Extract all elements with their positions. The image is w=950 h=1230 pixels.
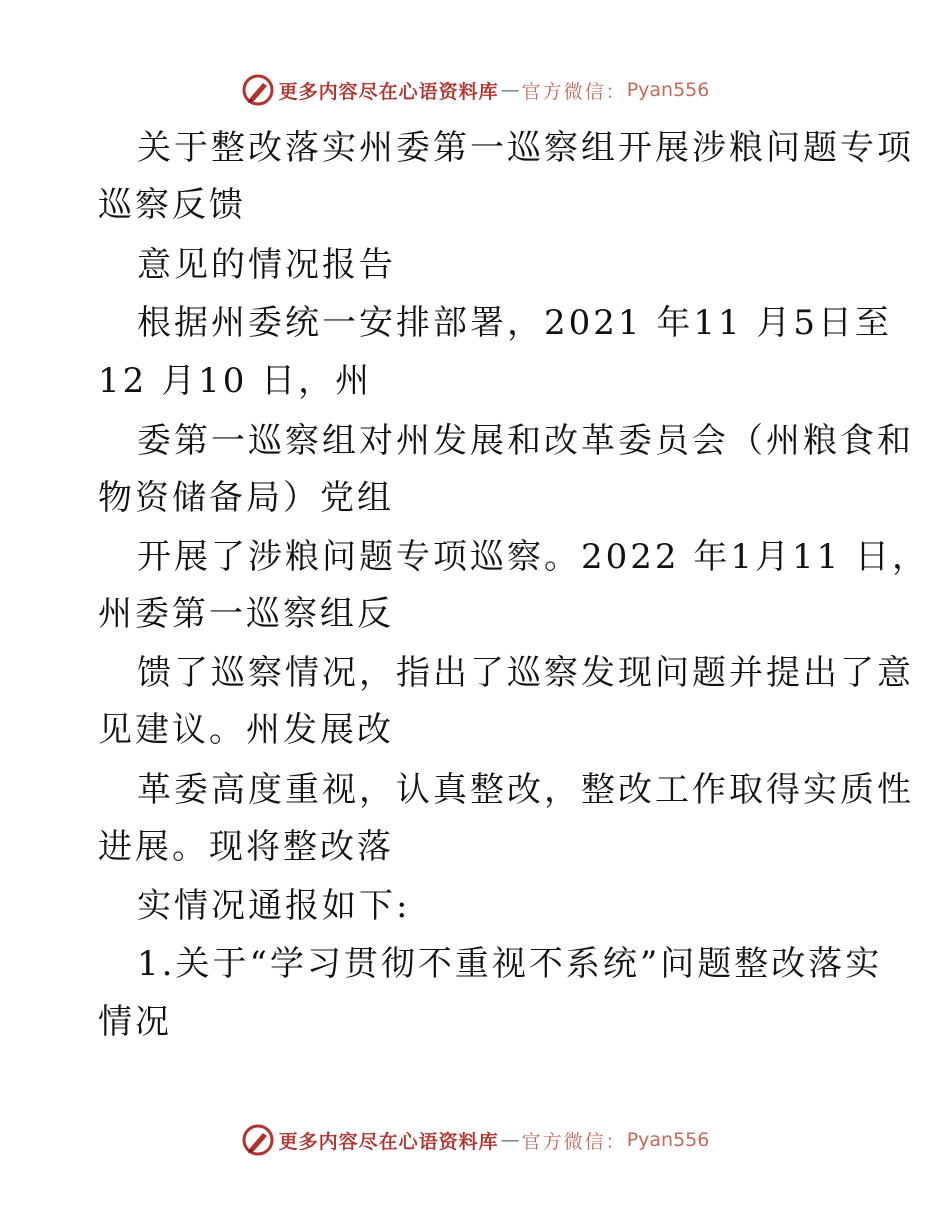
watermark-wechat-label: 官方微信： xyxy=(521,80,627,103)
paragraph-line: 州委第一巡察组反 xyxy=(98,594,394,634)
watermark-wechat-id: Pyan556 xyxy=(626,79,710,101)
title-line-1: 关于整改落实州委第一巡察组开展涉粮问题专项 xyxy=(137,128,914,168)
paragraph-line: 进展。现将整改落 xyxy=(98,827,394,867)
paragraph-line: 革委高度重视，认真整改，整改工作取得实质性 xyxy=(137,770,914,810)
watermark-wechat-label: 官方微信： xyxy=(521,1130,627,1153)
watermark-separator: — xyxy=(500,1129,520,1151)
paragraph-line: 开展了涉粮问题专项巡察。2022 年1月11 日， xyxy=(137,537,930,577)
footer-watermark xyxy=(0,1120,950,1160)
paragraph-line: 馈了巡察情况，指出了巡察发现问题并提出了意 xyxy=(137,653,914,693)
section-heading-line: 1.关于“学习贯彻不重视不系统”问题整改落实 xyxy=(137,944,883,984)
paragraph-line: 见建议。州发展改 xyxy=(98,710,394,750)
paragraph-line: 物资储备局）党组 xyxy=(98,478,394,518)
watermark-text: 更多内容尽在心语资料库 xyxy=(278,1130,499,1153)
watermark-text: 更多内容尽在心语资料库 xyxy=(278,80,499,103)
watermark-wechat-id: Pyan556 xyxy=(626,1129,710,1151)
pen-logo-icon xyxy=(241,1123,275,1157)
title-line-2: 巡察反馈 xyxy=(98,185,246,225)
paragraph-line: 委第一巡察组对州发展和改革委员会（州粮食和 xyxy=(137,421,914,461)
pen-logo-icon xyxy=(241,73,275,107)
paragraph-line: 实情况通报如下: xyxy=(137,886,411,926)
watermark-separator: — xyxy=(500,79,520,101)
title-line-3: 意见的情况报告 xyxy=(137,245,396,285)
header-watermark xyxy=(0,70,950,110)
section-heading-line: 情况 xyxy=(98,1002,172,1042)
paragraph-line: 12 月10 日，州 xyxy=(98,361,373,401)
paragraph-line: 根据州委统一安排部署，2021 年11 月5日至 xyxy=(137,303,893,343)
